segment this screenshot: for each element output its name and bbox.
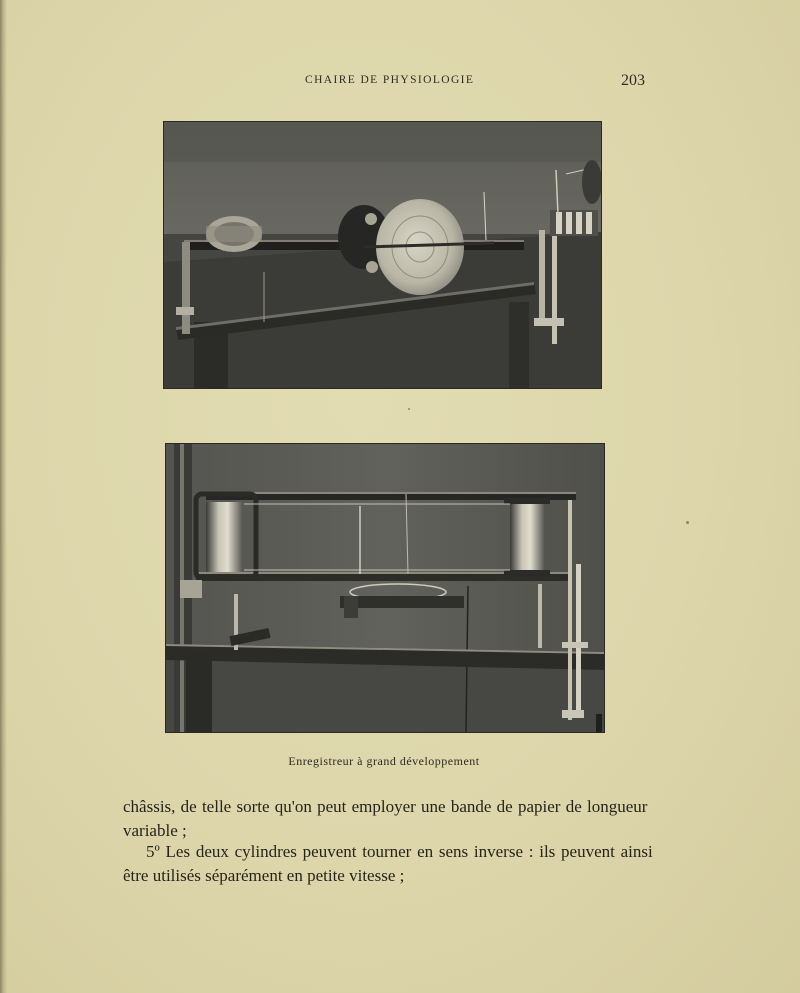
- photo-recorder-front-view: [165, 443, 605, 733]
- photo-recorder-side-illustration: [164, 122, 601, 388]
- figure-caption: Enregistreur à grand développement: [288, 754, 480, 768]
- page-binding-edge: [0, 0, 7, 993]
- body-line-4: être utilisés séparément en petite vitesse ;: [123, 866, 405, 885]
- paper-speck: [408, 408, 410, 410]
- photo-recorder-side-view: [163, 121, 602, 389]
- body-line-2: variable ;: [123, 821, 187, 840]
- page-number: 203: [621, 72, 645, 89]
- photo-recorder-front-illustration: [166, 444, 604, 732]
- body-line-3: 5º Les deux cylindres peuvent tourner en sens inverse : ils peuvent ainsi: [146, 842, 653, 861]
- body-line-1: châssis, de telle sorte qu'on peut employer une bande de papier de longueur: [123, 797, 648, 816]
- running-header: CHAIRE DE PHYSIOLOGIE: [305, 74, 475, 86]
- paper-speck: [686, 521, 689, 524]
